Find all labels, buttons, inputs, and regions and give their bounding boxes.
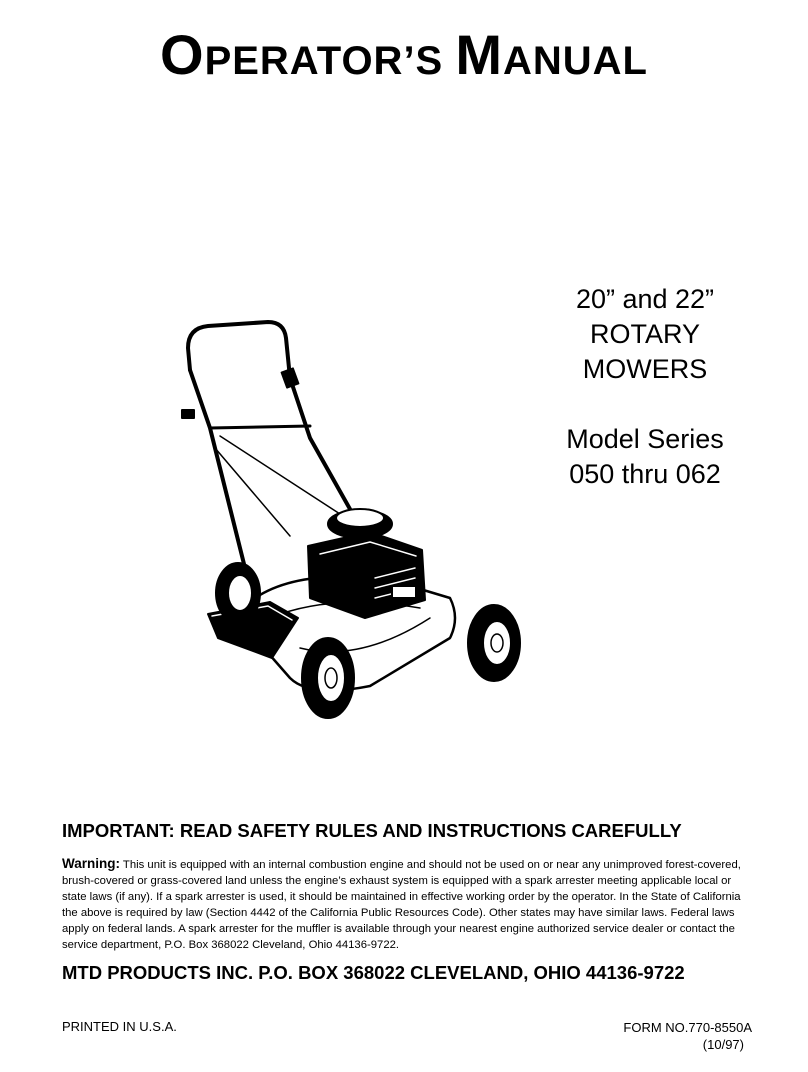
form-date: (10/97) bbox=[702, 1037, 744, 1052]
model-series-label: Model Series bbox=[566, 424, 724, 454]
title-initial-o: O bbox=[160, 23, 205, 86]
title-part-1: PERATOR’S bbox=[204, 39, 456, 83]
company-address: MTD PRODUCTS INC. P.O. BOX 368022 CLEVELAND, OHIO 44136-9722 bbox=[62, 962, 685, 983]
product-description bbox=[520, 282, 770, 387]
important-heading: IMPORTANT: READ SAFETY RULES AND INSTRUCTIONS CAREFULLY bbox=[62, 820, 682, 841]
title-part-2: ANUAL bbox=[503, 39, 648, 83]
printed-in: PRINTED IN U.S.A. bbox=[62, 1019, 177, 1034]
warning-paragraph bbox=[62, 856, 742, 953]
warning-label: Warning: bbox=[62, 856, 120, 871]
model-series bbox=[520, 422, 770, 492]
title-initial-m: M bbox=[455, 23, 503, 86]
product-size: 20” and 22” bbox=[575, 284, 715, 314]
form-number: FORM NO.770-8550A bbox=[623, 1020, 752, 1035]
product-type: ROTARY bbox=[589, 319, 701, 349]
lawn-mower-illustration bbox=[160, 318, 540, 728]
manual-title bbox=[0, 22, 808, 87]
product-category: MOWERS bbox=[582, 354, 708, 384]
model-series-range: 050 thru 062 bbox=[569, 459, 721, 489]
warning-text: This unit is equipped with an internal combustion engine and should not be used on or near any unimproved forest-covered, brush-covered or grass-covered land unless the engine’s exhaust system is equipped with a spark arrester meeting applicable local or state laws (if any). If a spark arrester is used, it should be maintained in effective working order by the operator. In the State of California the above is required by law (Section 4442 of the California Public Resources Code). Other states may have similar laws. Federal laws apply on federal lands. A spark arrester for the muffler is available through your nearest engine authorized service dealer or contact the service department, P.O. Box 368022 Cleveland, Ohio 44136-9722. bbox=[62, 859, 741, 951]
form-number-block bbox=[623, 1019, 752, 1053]
